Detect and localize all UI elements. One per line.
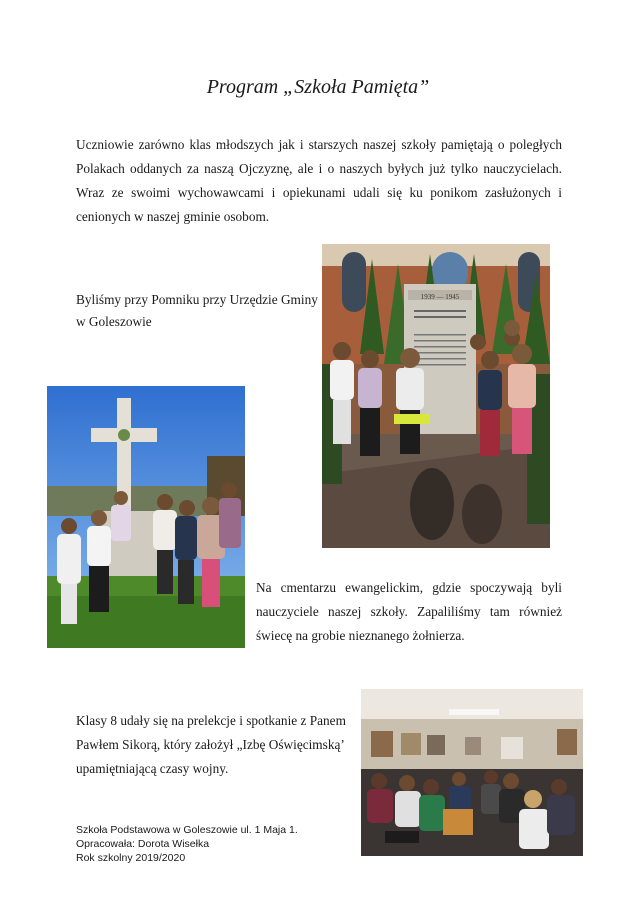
footer-school: Szkoła Podstawowa w Goleszowie ul. 1 Maja 1. [76, 824, 298, 836]
monument-years: 1939 — 1945 [420, 293, 460, 301]
page-title: Program „Szkoła Pamięta” [206, 76, 430, 98]
lecture-photo [361, 689, 583, 856]
footer [76, 823, 298, 865]
intro-paragraph: Uczniowie zarówno klas młodszych jak i starszych naszej szkoły pamiętają o poległych Polakach oddanych za naszą Ojczyznę, ale i o naszych byłych już tylko nauczycielach. Wraz ze swoimi wychowawcami i opiekunami udali się ku ponikom zasłużonych i cenionych w naszej gminie osobom. [76, 137, 562, 224]
cemetery-photo [47, 386, 245, 648]
monument-photo [322, 244, 550, 548]
footer-author: Opracowała: Dorota Wisełka [76, 838, 210, 850]
cemetery-caption: Na cmentarzu ewangelickim, gdzie spoczywają byli nauczyciele naszej szkoły. Zapaliliśmy tam również świecę na grobie nieznanego żołnierza. [256, 580, 562, 643]
monument-caption: Byliśmy przy Pomniku przy Urzędzie Gminy w Goleszowie [76, 292, 318, 329]
lecture-caption: Klasy 8 udały się na prelekcje i spotkanie z Panem Pawłem Sikorą, który założył „Izbę Oświęcimską’ upamiętniającą czasy wojny. [76, 713, 346, 776]
footer-year: Rok szkolny 2019/2020 [76, 852, 186, 864]
